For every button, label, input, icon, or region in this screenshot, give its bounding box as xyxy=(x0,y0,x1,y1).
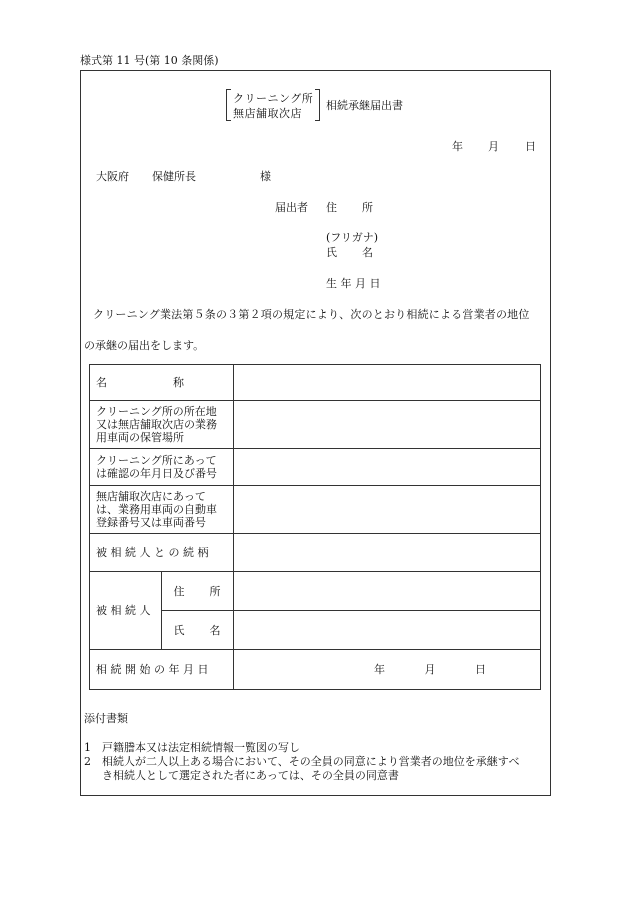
info-table xyxy=(89,364,541,690)
date-month: 月 xyxy=(488,140,499,153)
row-value-confirmation[interactable] xyxy=(234,449,541,486)
attachment-item: き相続人として選定された者にあっては、その全員の同意書 xyxy=(102,769,399,782)
start-date-value[interactable] xyxy=(234,650,541,690)
start-date-year: 年 xyxy=(374,663,385,676)
addressee-office: 保健所長 xyxy=(152,170,196,183)
addressee-honorific: 様 xyxy=(260,170,271,183)
form-title: 相続承継届出書 xyxy=(326,99,403,112)
start-date-label: 相 続 開 始 の 年 月 日 xyxy=(90,650,234,690)
decedent-name-value[interactable] xyxy=(234,611,541,650)
title-bracket-line1: クリーニング所 xyxy=(233,92,314,105)
date-year: 年 xyxy=(452,140,463,153)
table-row xyxy=(90,365,541,401)
row-label-vehicle-number: 無店舗取次店にあっては、業務用車両の自動車登録番号又は車両番号 xyxy=(90,486,234,534)
row-label-confirmation: クリーニング所にあっては確認の年月日及び番号 xyxy=(90,449,234,486)
applicant-address-label: 住 所 xyxy=(326,201,374,214)
date-day: 日 xyxy=(525,140,536,153)
decedent-name-label: 氏 名 xyxy=(162,611,234,650)
attachment-item: 2 相続人が二人以上ある場合において、その全員の同意により営業者の地位を承継すべ xyxy=(84,755,520,768)
notice-line-1: クリーニング業法第５条の３第２項の規定により、次のとおり相続による営業者の地位 xyxy=(93,308,530,321)
row-value-name[interactable] xyxy=(234,365,541,401)
table-row xyxy=(90,572,541,611)
form-number: 様式第 11 号(第 10 条関係) xyxy=(80,54,219,67)
table-row xyxy=(90,650,541,690)
applicant-name-label: 氏 名 xyxy=(326,246,374,259)
notice-line-2: の承継の届出をします。 xyxy=(84,339,205,352)
applicant-label: 届出者 xyxy=(275,201,308,214)
applicant-birthdate-label: 生 年 月 日 xyxy=(326,277,381,290)
decedent-address-label: 住 所 xyxy=(162,572,234,611)
applicant-furigana-label: (フリガナ) xyxy=(326,231,379,244)
row-label-relationship: 被 相 続 人 と の 続 柄 xyxy=(90,534,234,572)
table-row xyxy=(90,401,541,449)
table-row xyxy=(90,449,541,486)
row-value-location[interactable] xyxy=(234,401,541,449)
start-date-month: 月 xyxy=(424,663,436,676)
row-label-name: 名 称 xyxy=(90,365,234,401)
decedent-address-value[interactable] xyxy=(234,572,541,611)
addressee-prefecture: 大阪府 xyxy=(96,170,129,183)
table-row xyxy=(90,486,541,534)
row-value-vehicle-number[interactable] xyxy=(234,486,541,534)
row-value-relationship[interactable] xyxy=(234,534,541,572)
title-bracket-line2: 無店舗取次店 xyxy=(233,107,302,120)
attachments-title: 添付書類 xyxy=(84,712,128,725)
attachment-item: 1 戸籍謄本又は法定相続情報一覧図の写し xyxy=(84,741,300,754)
start-date-day: 日 xyxy=(475,663,486,676)
decedent-label: 被 相 続 人 xyxy=(90,572,162,650)
row-label-location: クリーニング所の所在地又は無店舗取次店の業務用車両の保管場所 xyxy=(90,401,234,449)
table-row xyxy=(90,534,541,572)
title-bracket xyxy=(226,90,320,120)
